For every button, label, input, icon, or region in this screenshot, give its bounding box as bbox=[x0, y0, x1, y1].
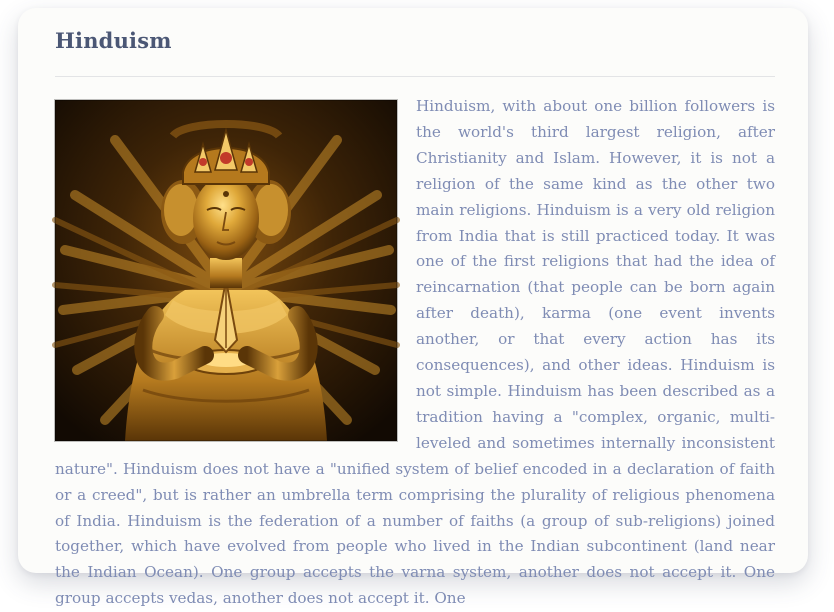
golden-deity-statue-image bbox=[55, 100, 397, 441]
article-title: Hinduism bbox=[55, 28, 172, 53]
article-content bbox=[55, 94, 775, 612]
article-card bbox=[18, 8, 808, 608]
title-divider bbox=[55, 76, 775, 77]
article-body: Hinduism, with about one billion followers is the world's third largest religion, after Christianity and Islam. However, it is not a religion of the same kind as the other two main religions. Hinduism is a very old religion from India that is still practiced today. It was one of the first religions that had the idea of reincarnation (that people can be born again after death), karma (one event invents another, or that every action has its consequences), and other ideas. Hinduism is not simple. Hinduism has been described as a tradition having a "complex, organic, multi-leveled and sometimes internally inconsistent nature". Hinduism does not have a "unified system of belief encoded in a declaration of faith or a creed", but is rather an umbrella term comprising the plurality of religious phenomena of India. Hinduism is the federation of a number of faiths (a group of sub-religions) joined together, which have evolved from people who lived in the Indian subcontinent (land near the Indian Ocean). One group accepts the varna system, another does not accept it. One group accepts vedas, another does not accept it. One bbox=[55, 97, 775, 608]
